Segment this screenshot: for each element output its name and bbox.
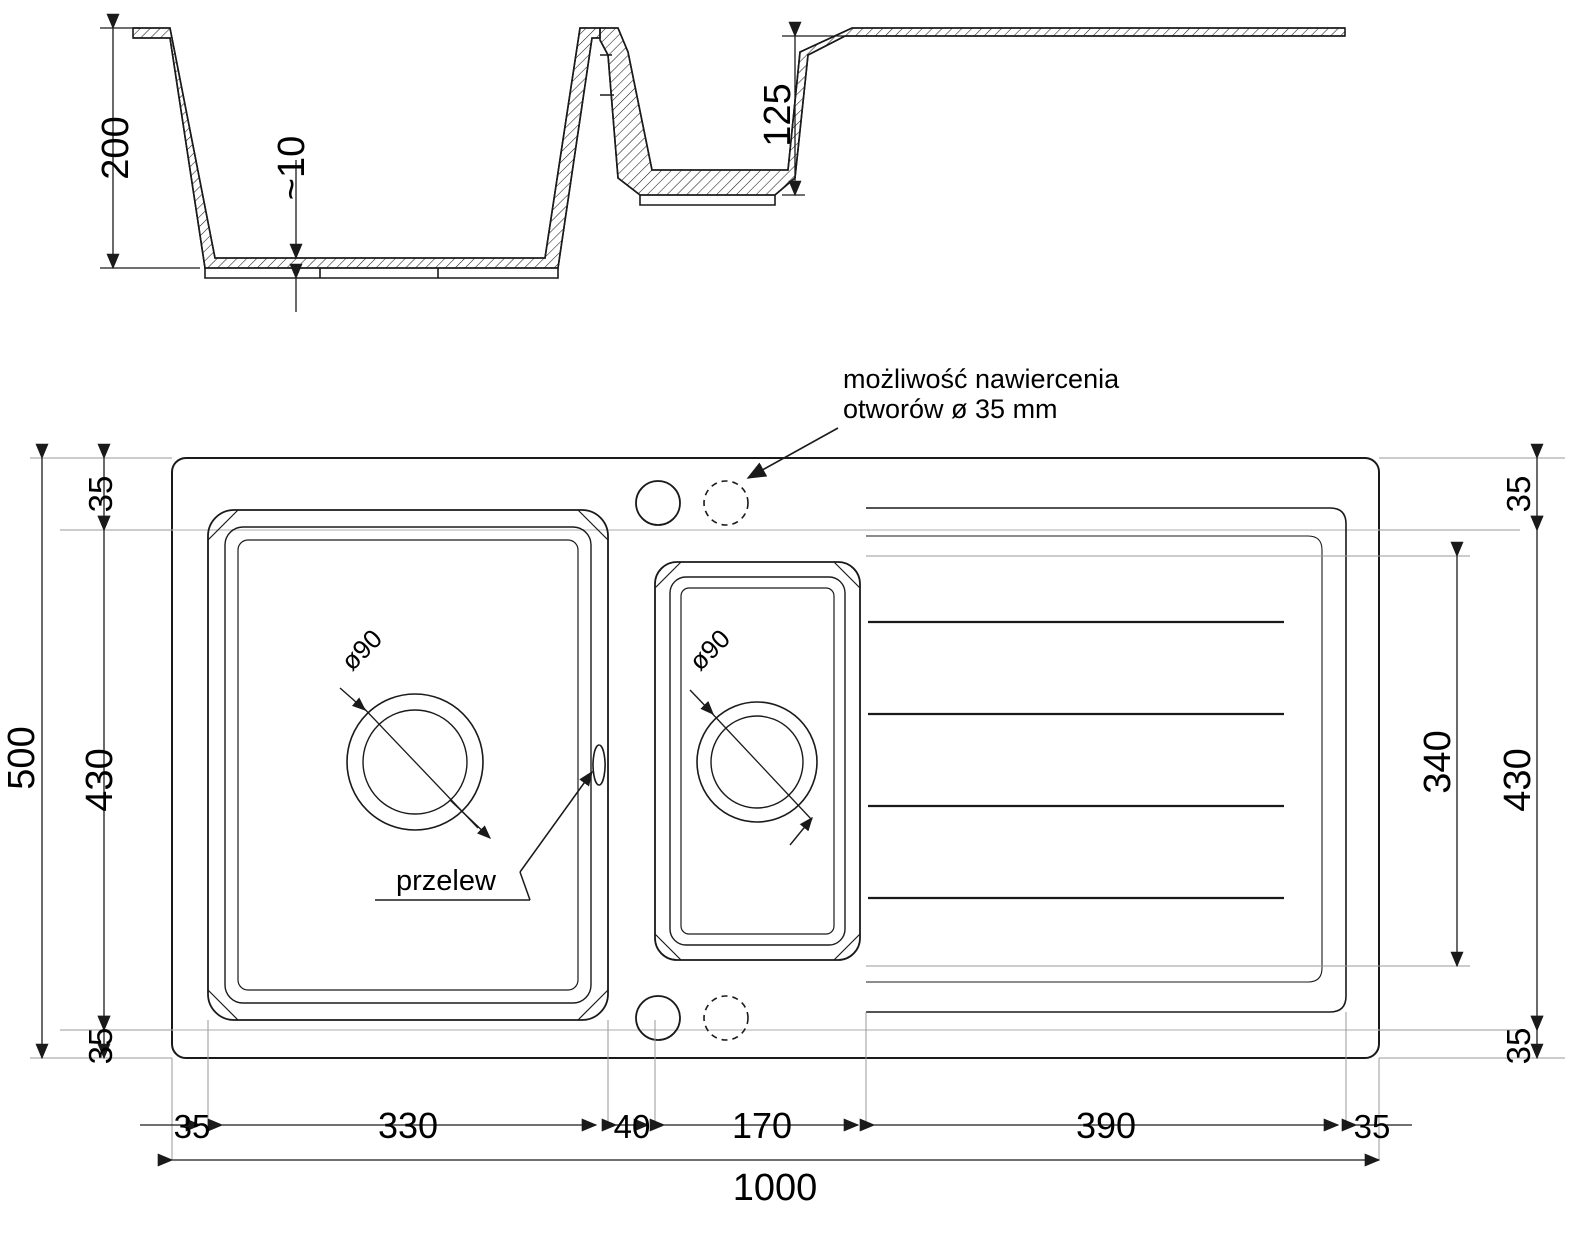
dim-chain-4: 390 bbox=[1075, 1105, 1137, 1146]
dim-chain-0: 35 bbox=[173, 1108, 211, 1145]
note-line-2: otworów ø 35 mm bbox=[843, 394, 1058, 424]
section-view bbox=[133, 28, 1345, 285]
dim-chain-1: 330 bbox=[377, 1105, 439, 1146]
label-drain-right: ø90 bbox=[683, 623, 736, 677]
dim-chain-5: 35 bbox=[1353, 1108, 1391, 1145]
top-view-dimensions bbox=[30, 458, 1565, 1160]
note-line-1: możliwość nawiercenia bbox=[843, 364, 1120, 394]
dim-inner-depth-right: 430 bbox=[1497, 748, 1539, 812]
dim-drainer-depth: 340 bbox=[1417, 730, 1459, 794]
dim-chain-2: 40 bbox=[613, 1108, 651, 1145]
dim-overall-depth: 500 bbox=[1, 726, 43, 790]
dim-margin-top-right: 35 bbox=[1500, 475, 1537, 513]
dim-inner-depth-left: 430 bbox=[79, 748, 121, 812]
dim-margin-bottom-left: 35 bbox=[82, 1027, 119, 1065]
dim-depth-125: 125 bbox=[757, 83, 799, 147]
dim-overall-width: 1000 bbox=[732, 1167, 818, 1209]
top-view bbox=[172, 458, 1379, 1058]
label-overflow: przelew bbox=[396, 865, 496, 897]
dim-margin-bottom-right: 35 bbox=[1500, 1027, 1537, 1065]
label-drain-left: ø90 bbox=[335, 623, 388, 677]
dim-chain-3: 170 bbox=[731, 1105, 793, 1146]
dim-margin-top-left: 35 bbox=[82, 475, 119, 513]
dim-thickness: ~10 bbox=[271, 135, 313, 201]
dim-depth-200: 200 bbox=[95, 116, 137, 180]
